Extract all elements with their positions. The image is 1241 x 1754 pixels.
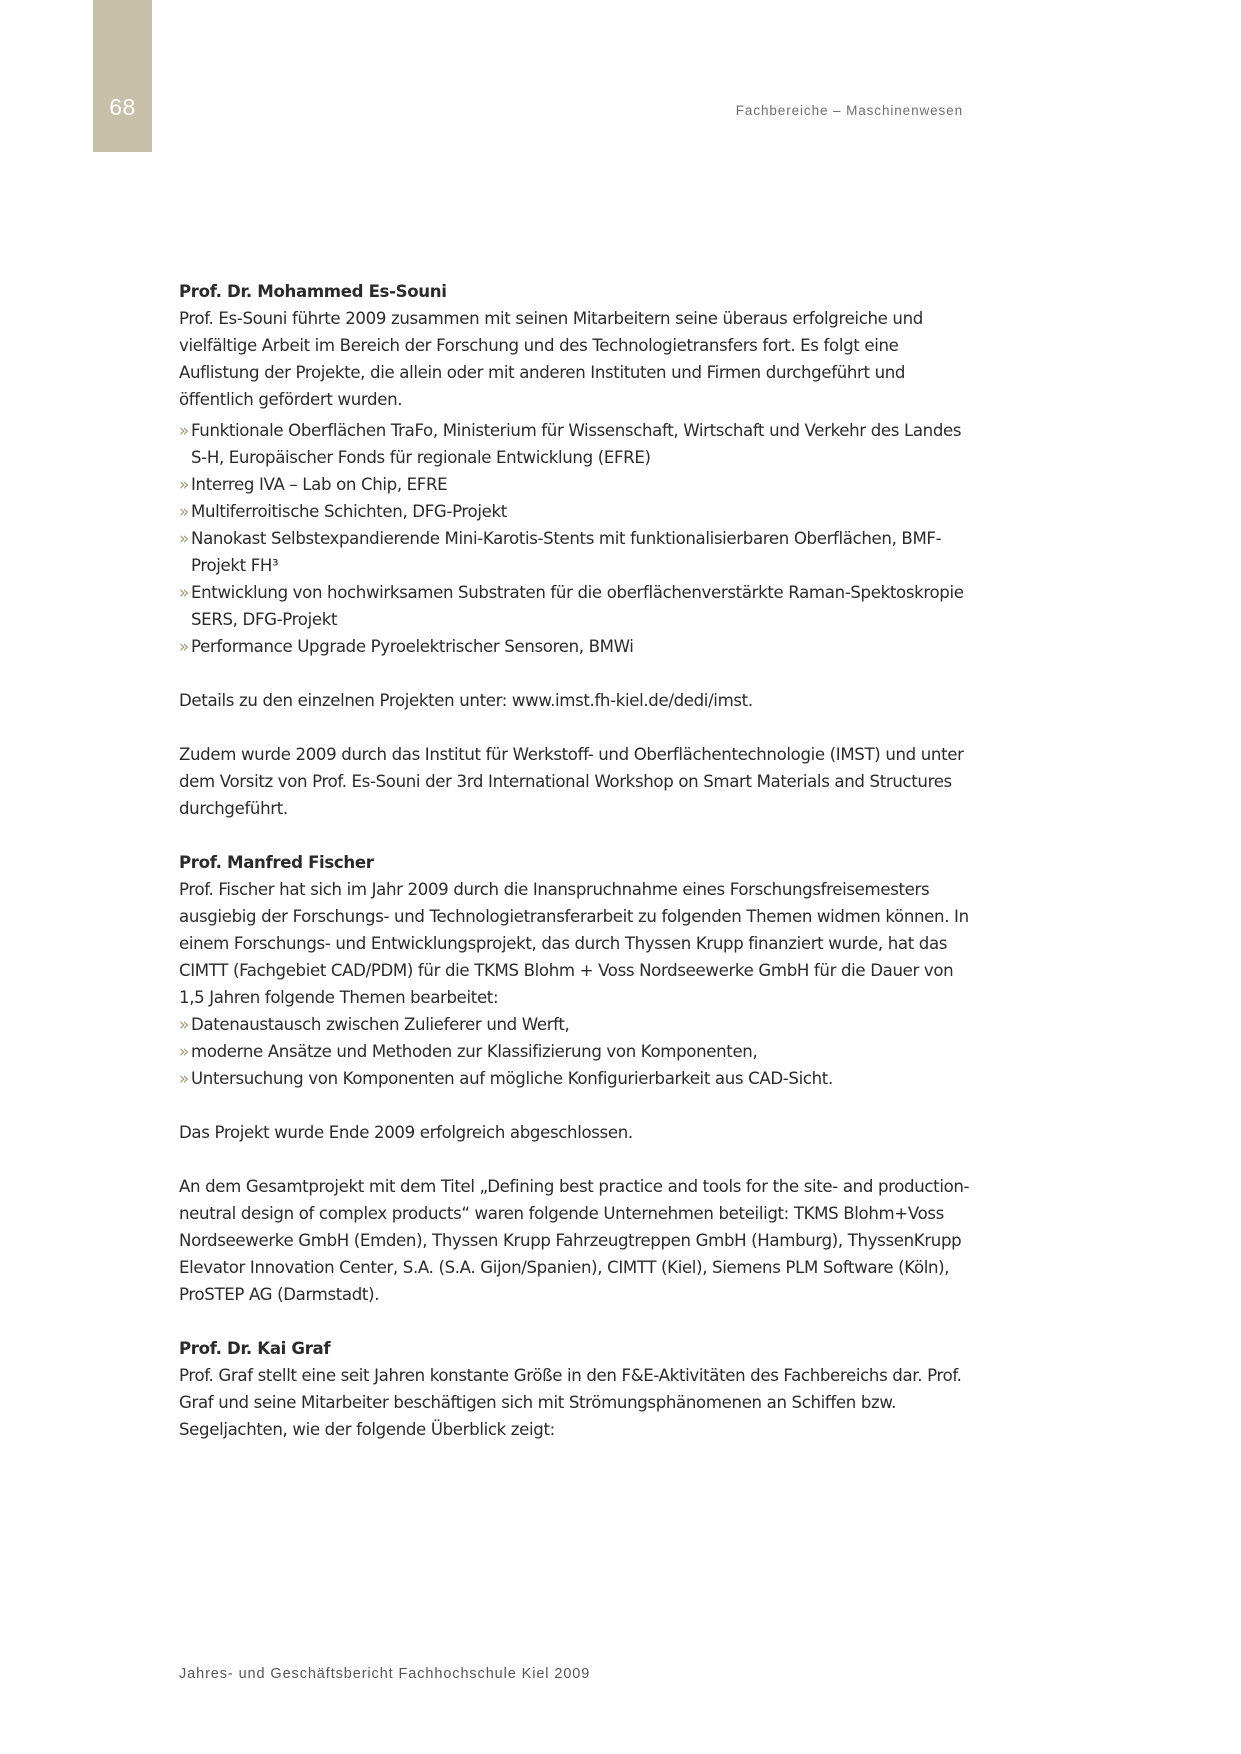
list-item (179, 1038, 979, 1065)
list-item-text: Untersuchung von Komponenten auf mögliche Konfigurierbarkeit aus CAD-Sicht. (191, 1069, 833, 1088)
paragraph-fischer-overall-project: An dem Gesamtprojekt mit dem Titel „Defining best practice and tools for the site- and production-neutral design of complex products“ waren folgende Unternehmen beteiligt: TKMS Blohm+Voss Nordseewerke GmbH (Emden), Thyssen Krupp Fahrzeugtreppen GmbH (Hamburg), ThyssenKrupp Elevator Innovation Center, S.A. (S.A. Gijon/Spanien), CIMTT (Kiel), Siemens PLM Software (Köln), ProSTEP AG (Darmstadt). (179, 1177, 970, 1304)
paragraph-fischer-completion: Das Projekt wurde Ende 2009 erfolgreich abgeschlossen. (179, 1123, 633, 1142)
paragraph-workshop: Zudem wurde 2009 durch das Institut für Werkstoff- und Oberflächentechnologie (IMST) und unter dem Vorsitz von Prof. Es-Souni der 3rd International Workshop on Smart Materials and Structures durchgeführt. (179, 745, 964, 818)
running-header: Fachbereiche – Maschinenwesen (735, 103, 963, 118)
bullet-marker: » (179, 637, 189, 656)
bullet-marker: » (179, 1015, 189, 1034)
list-item (179, 1065, 979, 1092)
list-item (179, 633, 979, 660)
page-footer: Jahres- und Geschäftsbericht Fachhochschule Kiel 2009 (179, 1666, 591, 1682)
list-item-text: Entwicklung von hochwirksamen Substraten für die oberflächenverstärkte Raman-Spektoskropie SERS, DFG-Projekt (191, 583, 964, 629)
spacer (179, 714, 979, 741)
main-content (179, 278, 979, 1443)
spacer (179, 1146, 979, 1173)
list-item-text: Datenaustausch zwischen Zulieferer und Werft, (191, 1015, 570, 1034)
bullet-marker: » (179, 1069, 189, 1088)
bullet-marker: » (179, 529, 189, 548)
list-item-text: Nanokast Selbstexpandierende Mini-Karotis-Stents mit funktionalisierbaren Oberflächen, BMF-Projekt FH³ (191, 529, 942, 575)
bullet-marker: » (179, 421, 189, 440)
list-item (179, 498, 979, 525)
list-item (179, 525, 979, 579)
list-item-text: moderne Ansätze und Methoden zur Klassifizierung von Komponenten, (191, 1042, 758, 1061)
list-item (179, 417, 979, 471)
spacer (179, 660, 979, 687)
section-heading-es-souni: Prof. Dr. Mohammed Es-Souni (179, 282, 447, 301)
paragraph-graf-intro: Prof. Graf stellt eine seit Jahren konstante Größe in den F&E-Aktivitäten des Fachbereichs dar. Prof. Graf und seine Mitarbeiter beschäftigen sich mit Strömungsphänomenen an Schiffen bzw. Segeljachten, wie der folgende Überblick zeigt: (179, 1366, 962, 1439)
list-item-text: Multiferroitische Schichten, DFG-Projekt (191, 502, 507, 521)
section-heading-fischer: Prof. Manfred Fischer (179, 853, 374, 872)
list-item (179, 579, 979, 633)
paragraph-details-link: Details zu den einzelnen Projekten unter: www.imst.fh-kiel.de/dedi/imst. (179, 691, 753, 710)
spacer (179, 822, 979, 849)
page-number-tab (93, 0, 152, 152)
paragraph-es-souni-intro: Prof. Es-Souni führte 2009 zusammen mit seinen Mitarbeitern seine überaus erfolgreiche und vielfältige Arbeit im Bereich der Forschung und des Technologietransfers fort. Es folgt eine Auflistung der Projekte, die allein oder mit anderen Instituten und Firmen durchgeführt und öffentlich gefördert wurden. (179, 309, 923, 409)
bullet-marker: » (179, 583, 189, 602)
list-item-text: Funktionale Oberflächen TraFo, Ministerium für Wissenschaft, Wirtschaft und Verkehr des Landes S-H, Europäischer Fonds für regionale Entwicklung (EFRE) (191, 421, 962, 467)
list-item-text: Interreg IVA – Lab on Chip, EFRE (191, 475, 448, 494)
spacer (179, 1308, 979, 1335)
page-number: 68 (109, 94, 136, 120)
list-item (179, 471, 979, 498)
bullet-list-fischer-topics (179, 1011, 979, 1092)
bullet-list-es-souni-projects (179, 417, 979, 660)
list-item-text: Performance Upgrade Pyroelektrischer Sensoren, BMWi (191, 637, 634, 656)
paragraph-fischer-intro: Prof. Fischer hat sich im Jahr 2009 durch die Inanspruchnahme eines Forschungsfreisemesters ausgiebig der Forschungs- und Technologietransferarbeit zu folgenden Themen widmen können. In einem Forschungs- und Entwicklungsprojekt, das durch Thyssen Krupp finanziert wurde, hat das CIMTT (Fachgebiet CAD/PDM) für die TKMS Blohm + Voss Nordseewerke GmbH für die Dauer von 1,5 Jahren folgende Themen bearbeitet: (179, 880, 969, 1007)
bullet-marker: » (179, 475, 189, 494)
bullet-marker: » (179, 1042, 189, 1061)
spacer (179, 1092, 979, 1119)
bullet-marker: » (179, 502, 189, 521)
section-heading-graf: Prof. Dr. Kai Graf (179, 1339, 331, 1358)
list-item (179, 1011, 979, 1038)
